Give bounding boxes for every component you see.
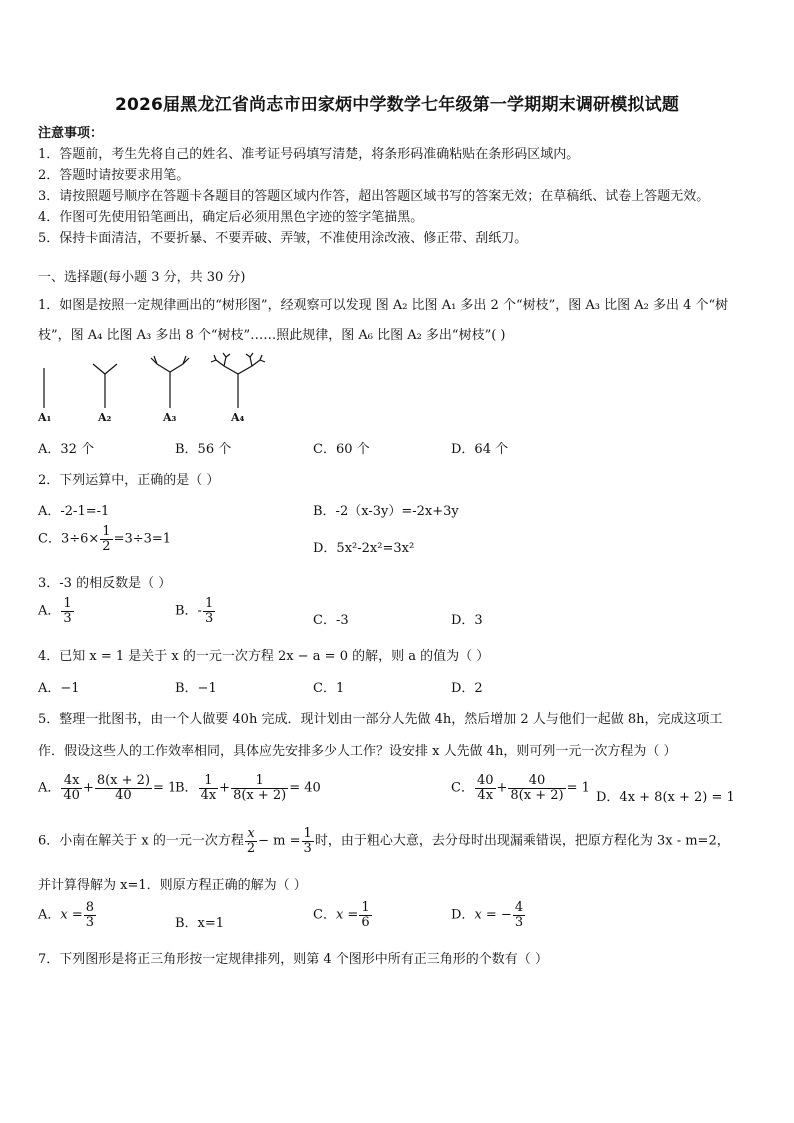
q2-stem: 2．下列运算中，正确的是（ ） xyxy=(38,473,220,488)
denominator: 3 xyxy=(303,840,312,856)
q5-option-b xyxy=(175,774,321,802)
numerator: 1 xyxy=(102,524,111,539)
q6-stem-line1 xyxy=(38,827,730,855)
figure-label: A₁ xyxy=(38,411,52,424)
figure-label: A₃ xyxy=(163,411,177,424)
q5-stem-line2: 作．假设这些人的工作效率相同，具体应先安排多少人工作？设安排 x 人先做 4h，则可列一元一次方程为（ ） xyxy=(38,744,677,759)
tree-a2 xyxy=(93,364,117,408)
q1-option-d: D．64 个 xyxy=(451,442,509,457)
q6-option-d xyxy=(451,901,526,929)
q6-option-c xyxy=(313,901,373,929)
q3-option-b xyxy=(175,597,216,625)
fraction xyxy=(302,827,314,855)
denominator: 3 xyxy=(63,610,72,626)
numerator: 8(x + 2) xyxy=(96,773,151,788)
denominator: 8(x + 2) xyxy=(510,787,564,803)
answer-pre: x = − xyxy=(474,907,512,923)
operator: + xyxy=(82,780,94,796)
numerator: 4x xyxy=(61,774,82,789)
numerator: 4 xyxy=(514,900,524,915)
notice-item: 2．答题时请按要求用笔。 xyxy=(38,168,190,183)
numerator: 1 xyxy=(361,900,370,915)
denominator: 8(x + 2) xyxy=(233,787,287,803)
q4-option-c: C．1 xyxy=(313,681,345,696)
fraction xyxy=(84,901,96,929)
notice-item: 1．答题前，考生先将自己的姓名、准考证号码填写清楚，将条形码准确粘贴在条形码区域内。 xyxy=(38,147,580,162)
denominator: 3 xyxy=(85,914,95,930)
fraction xyxy=(245,827,257,855)
q4-option-d: D．2 xyxy=(451,681,483,696)
tree-figure xyxy=(30,352,290,432)
q4-option-a: A．−1 xyxy=(38,681,80,696)
operator: + xyxy=(219,780,231,796)
fraction xyxy=(231,774,288,802)
q3-option-c: C．-3 xyxy=(313,613,349,628)
numerator: 1 xyxy=(204,596,214,611)
fraction xyxy=(61,597,73,625)
numerator: 40 xyxy=(508,774,565,789)
denominator: 2 xyxy=(246,840,256,856)
numerator: 8 xyxy=(85,900,95,915)
q1-option-b: B．56 个 xyxy=(175,442,232,457)
fraction xyxy=(95,774,152,802)
q2-option-d: D．5x²-2x²=3x² xyxy=(313,541,415,556)
numerator: x xyxy=(245,827,257,842)
q2-option-c xyxy=(38,525,171,553)
fraction xyxy=(203,597,215,625)
option-label: C． xyxy=(451,780,474,796)
fraction xyxy=(359,901,371,929)
q1-option-c: C．60 个 xyxy=(313,442,370,457)
numerator: 1 xyxy=(199,774,219,789)
notice-item: 5．保持卡面清洁，不要折暴、不要弄破、弄皱，不准使用涂改液、修正带、刮纸刀。 xyxy=(38,231,528,246)
q1-stem-line2: 枝”，图 A₄ 比图 A₃ 多出 8 个“树枝”……照此规律，图 A₆ 比图 A₂ 多出“树枝”( ) xyxy=(38,328,506,343)
equation-rhs: = 1 xyxy=(153,780,177,796)
q2-c-post: =3÷3=1 xyxy=(113,531,172,547)
q6-mid: − m = xyxy=(258,833,301,849)
figure-label: A₄ xyxy=(231,411,245,424)
fraction xyxy=(100,525,112,553)
q2-c-pre: C．3÷6× xyxy=(38,531,100,547)
q2-option-a: A．-2-1=-1 xyxy=(38,504,110,519)
denominator: 2 xyxy=(102,538,111,554)
q3-stem: 3．-3 的相反数是（ ） xyxy=(38,576,172,591)
denominator: 40 xyxy=(63,787,80,803)
q1-option-a: A．32 个 xyxy=(38,442,95,457)
denominator: 3 xyxy=(514,914,524,930)
q6-option-b: B．x=1 xyxy=(175,916,225,931)
numerator: 1 xyxy=(303,826,312,841)
operator: + xyxy=(496,780,508,796)
q5-option-a xyxy=(38,774,176,802)
fraction xyxy=(475,774,496,802)
q6-post: 时，由于粗心大意，去分母时出现漏乘错误，把原方程化为 3x - m=2， xyxy=(314,833,730,849)
denominator: 3 xyxy=(204,610,214,626)
option-label: A． xyxy=(38,603,61,619)
q6-stem-line2: 并计算得解为 x=1．则原方程正确的解为（ ） xyxy=(38,878,307,893)
q3-option-d: D．3 xyxy=(451,613,483,628)
q7-stem: 7．下列图形是将正三角形按一定规律排列，则第 4 个图形中所有正三角形的个数有（ ） xyxy=(38,952,548,967)
q4-stem: 4．已知 x = 1 是关于 x 的一元一次方程 2x − a = 0 的解，则 a 的值为（ ） xyxy=(38,649,490,664)
option-label: D． xyxy=(451,907,475,923)
option-label: A． xyxy=(38,780,61,796)
denominator: 40 xyxy=(115,787,132,803)
q2-option-b: B．-2（x-3y）=-2x+3y xyxy=(313,504,459,519)
page-title: 2026届黑龙江省尚志市田家炳中学数学七年级第一学期期末调研模拟试题 xyxy=(114,95,680,115)
denominator: 6 xyxy=(361,914,370,930)
section-heading: 一、选择题(每小题 3 分，共 30 分) xyxy=(38,270,246,285)
tree-a3 xyxy=(151,356,189,408)
figure-label: A₂ xyxy=(98,411,112,424)
numerator: 40 xyxy=(476,773,494,788)
notice-heading: 注意事项： xyxy=(38,126,104,141)
answer-pre: x = xyxy=(60,907,83,923)
option-label: B． xyxy=(175,780,198,796)
option-label: C． xyxy=(313,907,336,923)
fraction xyxy=(508,774,565,802)
q5-option-d: D．4x + 8(x + 2) = 1 xyxy=(596,790,735,805)
equation-rhs: = 40 xyxy=(289,780,321,796)
fraction xyxy=(513,901,525,929)
answer-pre: x = xyxy=(335,907,359,923)
denominator: 4x xyxy=(200,787,217,803)
q6-pre: 6．小南在解关于 x 的一元一次方程 xyxy=(38,833,244,849)
option-label: A． xyxy=(38,907,61,923)
q1-stem-line1: 1．如图是按照一定规律画出的“树形图”，经观察可以发现 图 A₂ 比图 A₁ 多出 2 个“树枝”，图 A₃ 比图 A₂ 多出 4 个“树 xyxy=(38,298,729,313)
numerator: 1 xyxy=(231,774,288,789)
q6-option-a xyxy=(38,901,97,929)
q3-option-a xyxy=(38,597,75,625)
notice-item: 3．请按照题号顺序在答题卡各题目的答题区域内作答，超出答题区域书写的答案无效；在草稿纸、试卷上答题无效。 xyxy=(38,189,710,204)
q5-stem-line1: 5．整理一批图书，由一个人做要 40h 完成．现计划由一部分人先做 4h，然后增加 2 人与他们一起做 8h，完成这项工 xyxy=(38,712,723,727)
q5-option-c xyxy=(451,774,590,802)
denominator: 4x xyxy=(477,787,494,803)
fraction xyxy=(61,774,82,802)
tree-a4 xyxy=(211,353,265,408)
q4-option-b: B．−1 xyxy=(175,681,217,696)
fraction xyxy=(199,774,219,802)
option-label: B．- xyxy=(175,603,202,619)
equation-rhs: = 1 xyxy=(566,780,590,796)
notice-item: 4．作图可先使用铅笔画出，确定后必须用黑色字迹的签字笔描黑。 xyxy=(38,210,424,225)
numerator: 1 xyxy=(63,596,72,611)
